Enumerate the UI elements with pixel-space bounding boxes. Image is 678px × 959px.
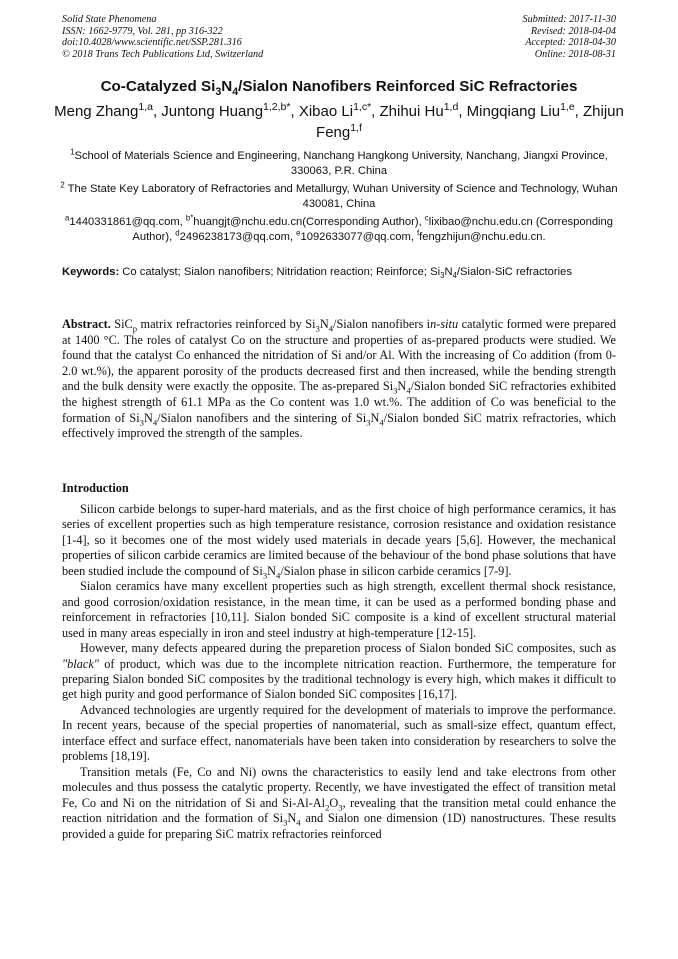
paragraph: Sialon ceramics have many excellent properties such as high strength, excellent thermal shock resistance, and good corrosion/oxidation resistance, in the mean time, it can be used as a performed bonding phase and reinforcement in refractories [10,11]. Sialon bonded SiC composite is a kind of excellent structural material used in many areas especially in iron and steel industry at high-temperature [12-15]. [62, 579, 616, 640]
keywords: Keywords: Co catalyst; Sialon nanofibers; Nitridation reaction; Reinforce; $Si_3N_4/Sialon$-SiC refractories [62, 266, 572, 281]
section-heading-introduction: Introduction [62, 481, 129, 495]
keywords-label: Keywords: [62, 266, 120, 278]
paper-title: Co-Catalyzed $Si_3N_4$/Sialon Nanofibers Reinforced SiC Refractories [100, 78, 578, 99]
dates-header [523, 14, 616, 60]
author: Zhijun Feng$^{1,f}$ [316, 103, 624, 141]
doi[interactable]: doi:10.4028/www.scientific.net/SSP.281.316 [62, 37, 242, 49]
author-emails: $^a$1440331861@qq.com, $^{b*}$huangjt@nchu.edu.cn(Corresponding Author), $^c$lixibao@nchu.edu.cn (Corresponding Author), $^d$2496238173@qq.com, $^e$1092633077@qq.com, $^f$fengzhijun@nchu.edu.cn. [65, 213, 613, 243]
copyright: © 2018 Trans Tech Publications Ltd, Switzerland [62, 48, 264, 60]
paragraph: Silicon carbide belongs to super-hard materials, and as the first choice of high performance ceramics, it has series of excellent properties such as high temperature resistance, corrosion resistance and oxidation resistance [1-4], so it becomes one of the most widely used materials in decade years [5,6]. However, the mechanical properties of silicon carbide ceramics are limited because of the behaviour of the bond phase solutions that have been studied include the compound of $Si_3N_4$/Sialon phase in silicon carbide ceramics [7-9]. [62, 502, 616, 581]
journal-header [62, 14, 263, 60]
abstract-label: Abstract. [62, 317, 111, 331]
affiliation-1: $^1$School of Materials Science and Engineering, Nanchang Hangkong University, Nanchang, Jiangxi Province, 330063, P.R. China [70, 147, 608, 177]
issn: ISSN: 1662-9779, Vol. 281, pp 316-322 [62, 25, 223, 37]
submitted-date: Submitted: 2017-11-30 [522, 14, 616, 25]
author-list [50, 101, 628, 143]
journal-name: Solid State Phenomena [62, 14, 157, 25]
paragraph: Transition metals (Fe, Co and Ni) owns the characteristics to easily lend and take electrons from other molecules and thus possess the catalytic property. Recently, we have investigated the effect of transition metal Fe, Co and Ni on the nitridation of Si and $Si-Al-Al_2O_3$, revealing that the transition metal could enhance the reaction nitridation and the formation of $Si_3N_4$ and Sialon one dimension (1D) nanostructures. These results provided a guide for preparing SiC matrix refractories reinforced [62, 764, 617, 841]
author: Juntong Huang$^{1,2,b*}$, [161, 101, 299, 120]
paragraph: However, many defects appeared during the preparetion process of Sialon bonded SiC composites, such as "black" of product, which was due to the incomplete nitrication reaction. Furthermore, the temperature for preparing Sialon bonded SiC composites by the traditional technology is every high, which makes it difficult to get high purity and good performance of Sialon bonded SiC composites [16,17]. [62, 641, 616, 702]
abstract: Abstract. SiC$_p$ matrix refractories reinforced by $Si_3N_4$/Sialon nanofibers in-situ catalytic formed were prepared at 1400 °C. The roles of catalyst Co on the structure and properties of as-prepared products were studied. We found that the catalyst Co enhanced the nitridation of Si and/or Al. With the increasing of Co addition (from 0-2.0 wt.%), the apparent porosity of the products decreased first and then increased, while the bending strength and the bulk density were exactly the opposite. The as-prepared $Si_3N_4$/Sialon bonded SiC refractories exhibited the highest strength of 61.1 MPa as the Co content was 1.0 wt.%. The addition of Co was beneficial to the formation of $Si_3N_4$/Sialon nanofibers and the sintering of $Si_3N_4$/Sialon bonded SiC matrix refractories, which effectively improved the strength of the samples. [62, 317, 616, 441]
author: Zhihui Hu$^{1,d}$, [379, 101, 467, 120]
author: Meng Zhang$^{1,a}$, [54, 101, 162, 120]
author: Mingqiang Liu$^{1,e}$, [466, 101, 584, 120]
author: Xibao $Li^{1,c*}$, [298, 101, 380, 120]
online-date: Online: 2018-08-31 [534, 48, 616, 60]
accepted-date: Accepted: 2018-04-30 [525, 37, 616, 49]
introduction-body [62, 502, 616, 842]
revised-date: Revised: 2018-04-04 [530, 25, 616, 37]
paragraph: Advanced technologies are urgently required for the development of materials to improve the performance. In recent years, because of the special properties of nanomaterial, such as small-size effect, quantum effect, interface effect and surface effect, nanomaterials have been taken into consideration by researchers to solve the problems [18,19]. [62, 702, 616, 764]
affiliation-2: $^2$ The State Key Laboratory of Refractories and Metallurgy, Wuhan University of Science and Technology, Wuhan 430081, China [60, 180, 618, 210]
